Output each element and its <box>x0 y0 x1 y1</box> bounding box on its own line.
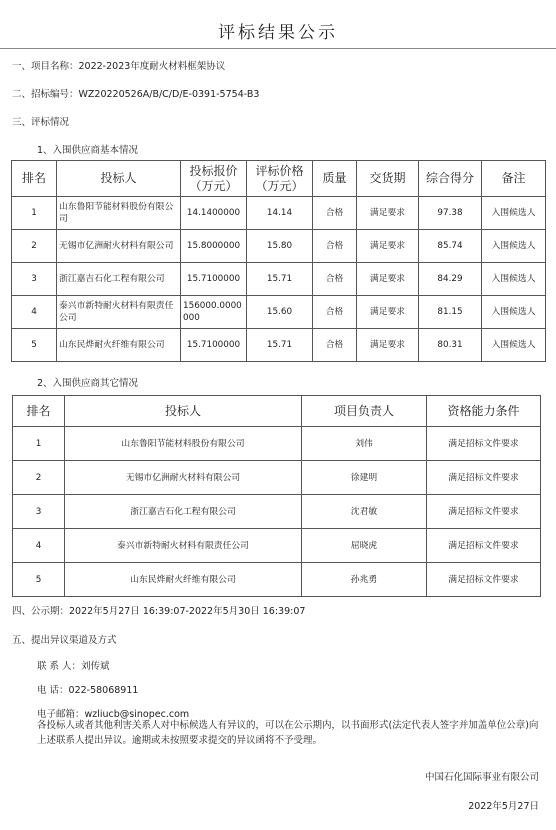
issuing-organization: 中国石化国际事业有限公司 <box>424 772 539 783</box>
col-delivery: 交货期 <box>357 161 419 197</box>
bid-price-cell: 15.7100000 <box>181 263 247 296</box>
objection-heading: 五、提出异议渠道及方式 <box>12 635 117 646</box>
table-row <box>12 263 546 296</box>
col-rank: 排名 <box>13 396 65 427</box>
bidder-cell: 山东民烨耐火纤维有限公司 <box>57 329 181 362</box>
col-qualification: 资格能力条件 <box>427 396 541 427</box>
remark-cell: 入围候选人 <box>482 329 546 362</box>
table-row <box>13 563 541 597</box>
qualification-cell: 满足招标文件要求 <box>427 529 541 563</box>
quality-cell: 合格 <box>313 230 357 263</box>
subsection-other-info: 2、入围供应商其它情况 <box>37 378 139 389</box>
rank-cell: 4 <box>12 296 57 329</box>
project-lead-cell: 刘伟 <box>302 427 427 461</box>
table-row <box>13 529 541 563</box>
col-project-lead: 项目负责人 <box>302 396 427 427</box>
page-title: 评标结果公示 <box>218 23 338 43</box>
eval-price-cell: 15.71 <box>247 329 313 362</box>
col-eval-price <box>247 161 313 197</box>
table-row <box>12 230 546 263</box>
objection-notice: 各投标人或者其他利害关系人对中标候选人有异议的，可以在公示期内，以书面形式(法定代表人签字并加盖单位公章)向上述联系人提出异议。逾期或未按照要求提交的异议函将不予受理。 <box>37 720 539 746</box>
bidder-cell: 泰兴市新特耐火材料有限责任公司 <box>57 296 181 329</box>
bidder-cell: 浙江嘉吉石化工程有限公司 <box>65 495 302 529</box>
quality-cell: 合格 <box>313 296 357 329</box>
rank-cell: 2 <box>13 461 65 495</box>
contact-email: 电子邮箱：wzliucb@sinopec.com <box>37 709 190 720</box>
eval-price-cell: 15.80 <box>247 230 313 263</box>
remark-cell: 入围候选人 <box>482 230 546 263</box>
bidder-cell: 山东民烨耐火纤维有限公司 <box>65 563 302 597</box>
table-row <box>13 495 541 529</box>
table-header-row <box>13 396 541 427</box>
score-cell: 80.31 <box>419 329 482 362</box>
subsection-basic-info: 1、入围供应商基本情况 <box>37 145 139 156</box>
bid-price-header: 投标报价 （万元） <box>189 163 238 193</box>
quality-cell: 合格 <box>313 263 357 296</box>
score-cell: 85.74 <box>419 230 482 263</box>
contact-person: 联 系 人：刘传斌 <box>37 661 110 672</box>
eval-price-cell: 15.60 <box>247 296 313 329</box>
score-cell: 84.29 <box>419 263 482 296</box>
publicity-period: 四、公示期：2022年5月27日 16:39:07-2022年5月30日 16:39:07 <box>12 606 306 617</box>
bid-price-cell: 14.1400000 <box>181 197 247 230</box>
bid-price-cell: 15.7100000 <box>181 329 247 362</box>
eval-price-cell: 15.71 <box>247 263 313 296</box>
quality-cell: 合格 <box>313 197 357 230</box>
qualification-cell: 满足招标文件要求 <box>427 461 541 495</box>
table-row <box>12 329 546 362</box>
qualification-cell: 满足招标文件要求 <box>427 427 541 461</box>
evaluation-heading: 三、评标情况 <box>12 117 70 128</box>
eval-price-cell: 14.14 <box>247 197 313 230</box>
remark-cell: 入围候选人 <box>482 263 546 296</box>
table-header-row <box>12 161 546 197</box>
col-score: 综合得分 <box>419 161 482 197</box>
qualification-cell: 满足招标文件要求 <box>427 495 541 529</box>
table-row <box>12 197 546 230</box>
bidder-cell: 山东鲁阳节能材料股份有限公司 <box>65 427 302 461</box>
issue-date: 2022年5月27日 <box>468 801 539 812</box>
contact-phone: 电 话：022-58068911 <box>37 685 139 696</box>
remark-cell: 入围候选人 <box>482 197 546 230</box>
bid-price-cell: 156000.0000000 <box>181 296 247 329</box>
title-divider <box>0 48 556 49</box>
delivery-cell: 满足要求 <box>357 296 419 329</box>
eval-price-header: 评标价格 （万元） <box>255 163 304 193</box>
quality-cell: 合格 <box>313 329 357 362</box>
project-name: 一、项目名称：2022-2023年度耐火材料框架协议 <box>12 61 226 72</box>
qualification-cell: 满足招标文件要求 <box>427 563 541 597</box>
rank-cell: 5 <box>13 563 65 597</box>
project-lead-cell: 屈晓虎 <box>302 529 427 563</box>
col-quality: 质量 <box>313 161 357 197</box>
table-row <box>13 461 541 495</box>
score-cell: 81.15 <box>419 296 482 329</box>
score-cell: 97.38 <box>419 197 482 230</box>
rank-cell: 5 <box>12 329 57 362</box>
rank-cell: 2 <box>12 230 57 263</box>
bid-number: 二、招标编号：WZ20220526A/B/C/D/E-0391-5754-B3 <box>12 89 260 100</box>
project-lead-cell: 徐建明 <box>302 461 427 495</box>
bidder-cell: 山东鲁阳节能材料股份有限公司 <box>57 197 181 230</box>
rank-cell: 4 <box>13 529 65 563</box>
bidder-cell: 无锡市亿洲耐火材料有限公司 <box>65 461 302 495</box>
table-row <box>12 296 546 329</box>
table-row <box>13 427 541 461</box>
bid-price-cell: 15.8000000 <box>181 230 247 263</box>
project-lead-cell: 沈君敏 <box>302 495 427 529</box>
supplier-other-table <box>12 395 541 597</box>
delivery-cell: 满足要求 <box>357 329 419 362</box>
remark-cell: 入围候选人 <box>482 296 546 329</box>
col-bidder: 投标人 <box>65 396 302 427</box>
project-lead-cell: 孙兆勇 <box>302 563 427 597</box>
delivery-cell: 满足要求 <box>357 230 419 263</box>
col-rank: 排名 <box>12 161 57 197</box>
bidder-cell: 泰兴市新特耐火材料有限责任公司 <box>65 529 302 563</box>
col-remark: 备注 <box>482 161 546 197</box>
rank-cell: 3 <box>13 495 65 529</box>
delivery-cell: 满足要求 <box>357 197 419 230</box>
col-bidder: 投标人 <box>57 161 181 197</box>
bidder-cell: 浙江嘉吉石化工程有限公司 <box>57 263 181 296</box>
supplier-basic-table <box>11 160 546 362</box>
rank-cell: 3 <box>12 263 57 296</box>
rank-cell: 1 <box>13 427 65 461</box>
col-bid-price <box>181 161 247 197</box>
bidder-cell: 无锡市亿洲耐火材料有限公司 <box>57 230 181 263</box>
rank-cell: 1 <box>12 197 57 230</box>
delivery-cell: 满足要求 <box>357 263 419 296</box>
